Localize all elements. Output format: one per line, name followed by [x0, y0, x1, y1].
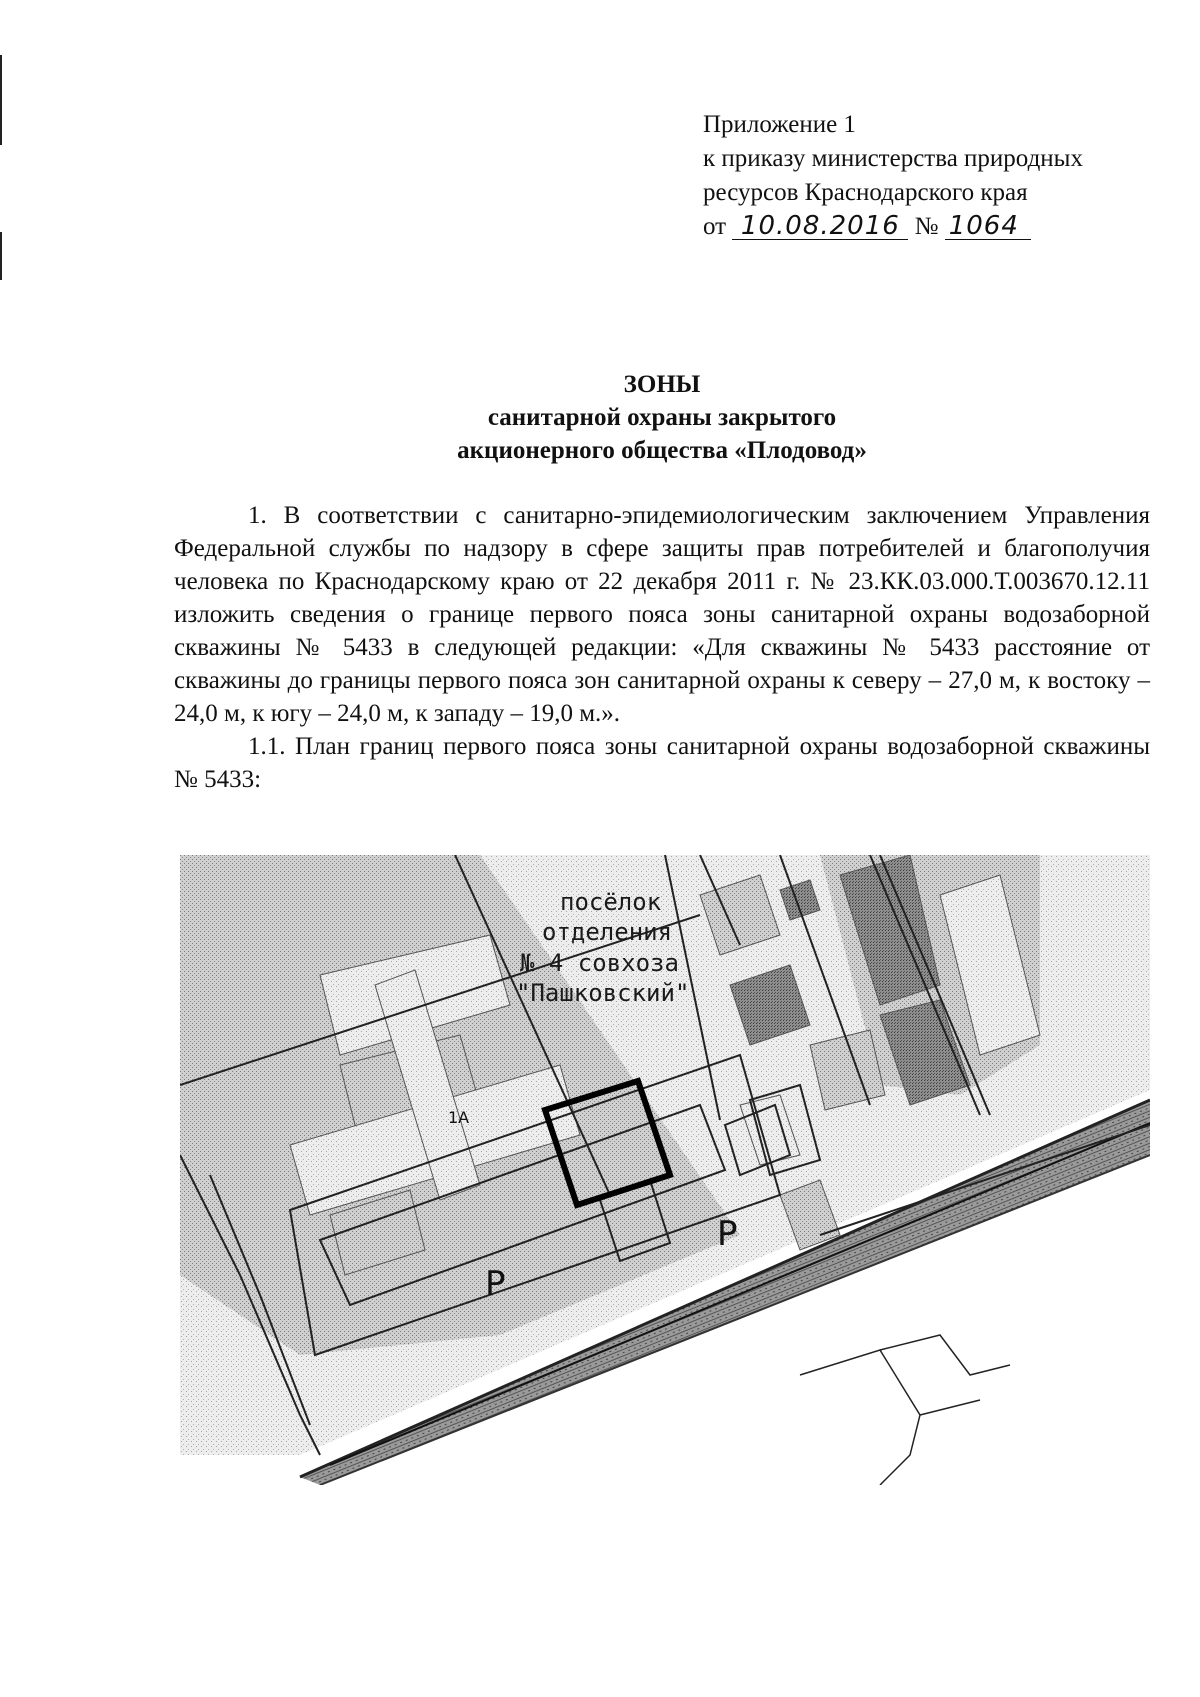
title-line-1: ЗОНЫ: [623, 371, 701, 398]
scan-edge-mark-middle: [0, 232, 2, 280]
number-sign: №: [914, 213, 939, 240]
map-label-line-3: № 4 совхоза: [520, 949, 679, 977]
parking-label-2: Р: [717, 1214, 738, 1254]
building-label-1a: 1А: [448, 1108, 470, 1127]
document-title: [174, 368, 1150, 467]
paragraph-1: 1. В соответствии с санитарно-эпидемиологическим заключением Управления Федеральной службы по надзору в сфере защиты прав потребителей и благополучия человека по Краснодарскому краю от 22 декабря 2011 г. № 23.КК.03.000.Т.003670.12.11 изложить сведения о границе первого пояса зоны санитарной охраны водозаборной скважины № 5433 в следующей редакции: «Для скважины № 5433 расстояние от скважины до границы первого пояса зон санитарной охраны к северу – 27,0 м, к востоку – 24,0 м, к югу – 24,0 м, к западу – 19,0 м.».: [174, 502, 1150, 727]
map-label-line-4: "Пашковский": [516, 979, 690, 1007]
document-body: [174, 499, 1150, 796]
handwritten-number: 1064: [945, 213, 1031, 240]
site-plan-svg: [180, 855, 1150, 1485]
paragraph-1-1: 1.1. План границ первого пояса зоны санитарной охраны водозаборной скважины № 5433:: [174, 733, 1150, 793]
title-line-2: санитарной охраны закрытого: [487, 404, 837, 431]
map-label-line-2: отделения: [542, 918, 673, 946]
appendix-line-3: ресурсов Краснодарского края: [703, 179, 1028, 206]
appendix-line-2: к приказу министерства природных: [703, 145, 1083, 172]
lower-right-structure: [800, 1335, 1010, 1485]
site-plan-map: [180, 855, 1150, 1485]
parking-label-1: Р: [485, 1264, 506, 1304]
title-line-3: акционерного общества «Плодовод»: [457, 437, 867, 464]
appendix-line-1: Приложение 1: [703, 111, 856, 138]
appendix-block: [703, 108, 1163, 244]
handwritten-date: 10.08.2016: [732, 213, 908, 240]
appendix-date-line: [703, 210, 1163, 244]
map-label-line-1: посёлок: [560, 888, 662, 916]
scan-edge-mark-top: [0, 55, 2, 145]
from-label: от: [703, 213, 727, 240]
